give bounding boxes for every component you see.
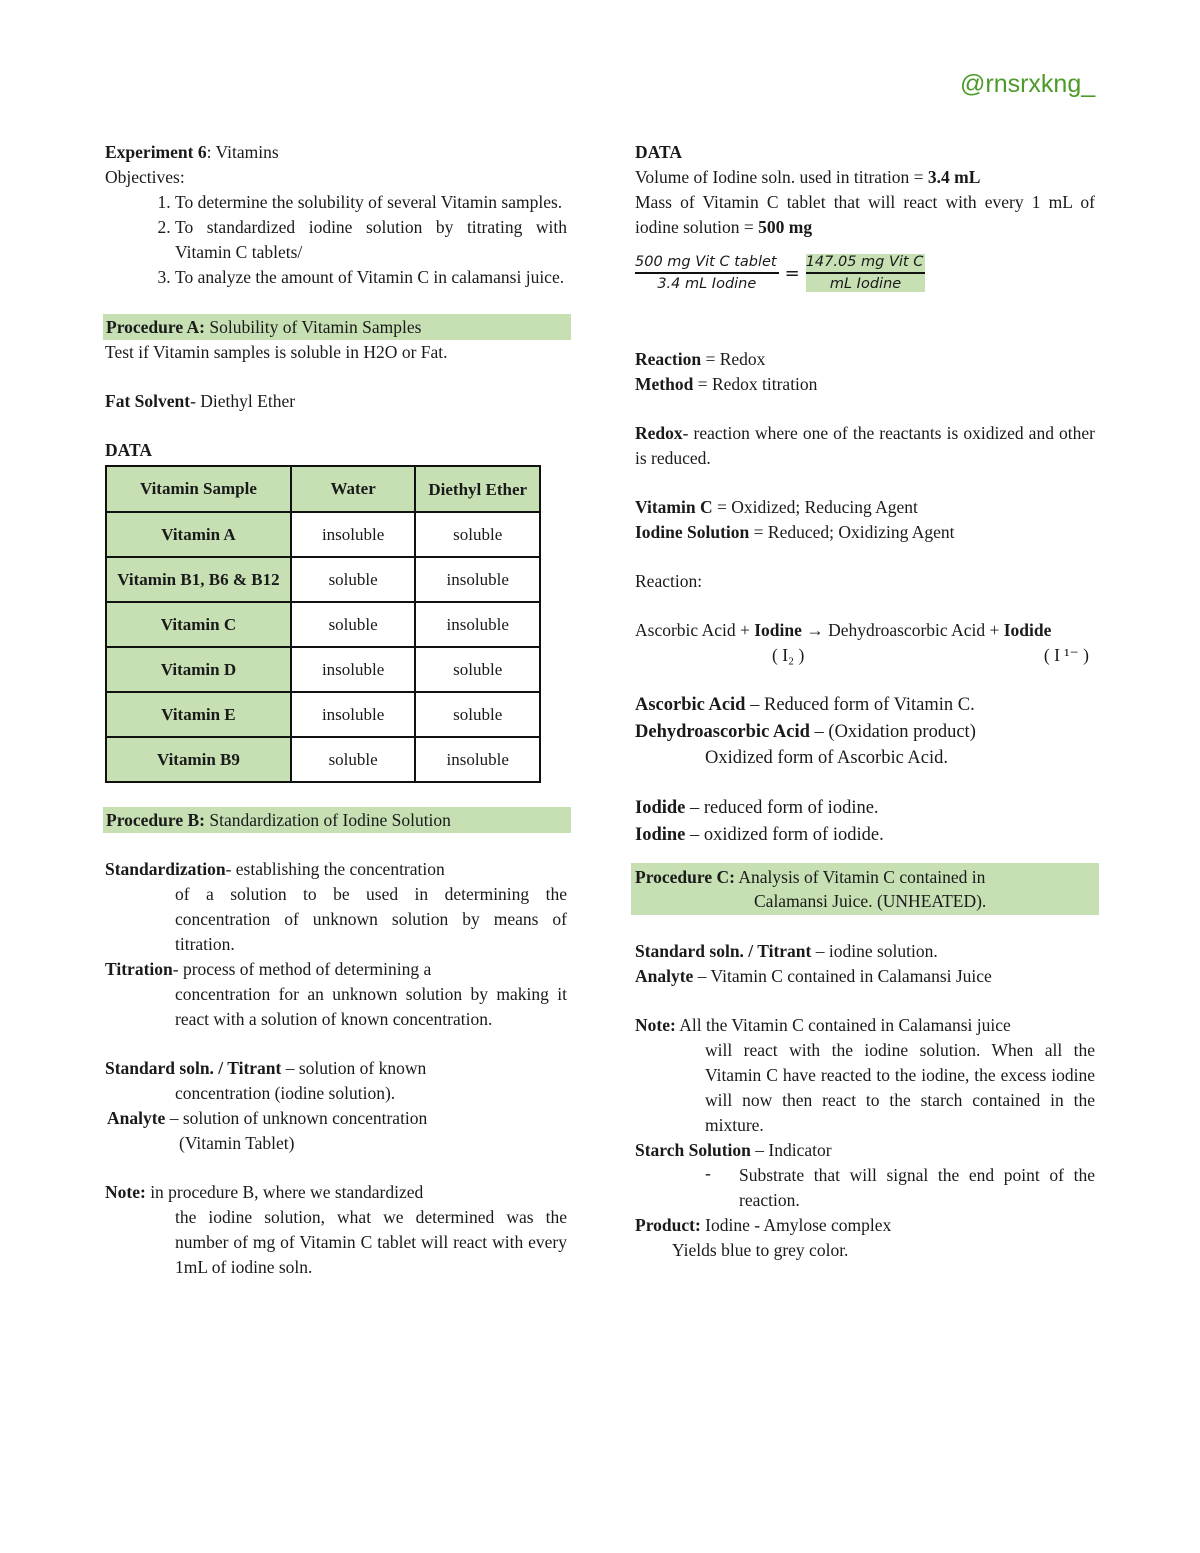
column-header: Water — [291, 466, 416, 512]
objective-item: 2. To standardized iodine solution by titrating with Vitamin C tablets/ — [175, 215, 567, 265]
data-label: DATA — [635, 142, 682, 162]
iodine-formula: ( I₂ ) — [772, 645, 805, 665]
vitamin-c-role: Vitamin C = Oxidized; Reducing Agent — [635, 497, 918, 517]
table-row — [106, 512, 540, 557]
table-row — [106, 557, 540, 602]
fat-solvent: Fat Solvent- Diethyl Ether — [105, 391, 296, 411]
dehydroascorbic-line: Dehydroascorbic Acid – (Oxidation product) — [635, 722, 976, 742]
reaction-label: Reaction: — [635, 571, 703, 591]
vitamin-name-cell: Vitamin C — [106, 602, 291, 647]
standardization-definition: of a solution to be used in determining the concentration of unknown solution by means of titration. — [175, 884, 567, 954]
note-text: will react with the iodine solution. When all the Vitamin C have reacted to the iodine, the excess iodine will now then react to the starch contained in the mixture. — [705, 1040, 1095, 1135]
reaction-line: Reaction = Redox — [635, 349, 766, 369]
mass-line: Mass of Vitamin C tablet that will react with every 1 mL of iodine solution = 500 mg — [635, 192, 1095, 237]
left-column — [105, 140, 567, 1280]
standard-solution-term: Standard soln. / Titrant – solution of known — [105, 1058, 427, 1078]
water-cell: insoluble — [291, 647, 416, 692]
note-text: the iodine solution, what we determined was the number of mg of Vitamin C tablet will react with every 1mL of iodine soln. — [175, 1207, 567, 1277]
objective-item: 3. To analyze the amount of Vitamin C in calamansi juice. — [175, 265, 567, 290]
ascorbic-acid-line: Ascorbic Acid – Reduced form of Vitamin C. — [635, 695, 975, 715]
procedure-a-text: Test if Vitamin samples is soluble in H2O or Fat. — [105, 342, 448, 362]
data-label: DATA — [105, 440, 152, 460]
iodine-solution-role: Iodine Solution = Reduced; Oxidizing Agent — [635, 522, 955, 542]
analyte-term: Analyte – solution of unknown concentration — [107, 1108, 428, 1128]
objectives-label: Objectives: — [105, 167, 185, 187]
ether-cell: insoluble — [415, 602, 540, 647]
equals-sign: = — [784, 262, 800, 284]
analyte-definition: (Vitamin Tablet) — [179, 1133, 295, 1153]
author-handle: @rnsrxkng_ — [960, 70, 1096, 98]
water-cell: soluble — [291, 602, 416, 647]
procedure-c-heading: Procedure C: Analysis of Vitamin C contained in Calamansi Juice. (UNHEATED). — [631, 863, 1099, 915]
ether-cell: soluble — [415, 647, 540, 692]
water-cell: insoluble — [291, 512, 416, 557]
table-row — [106, 602, 540, 647]
product-line: Product: Iodine - Amylose complex — [635, 1215, 892, 1235]
redox-definition: Redox- reaction where one of the reactants is oxidized and other is reduced. — [635, 423, 1095, 468]
table-header-row — [106, 466, 540, 512]
ether-cell: soluble — [415, 692, 540, 737]
iodine-line: Iodine – oxidized form of iodide. — [635, 825, 884, 845]
method-line: Method = Redox titration — [635, 374, 818, 394]
starch-subpoint: - Substrate that will signal the end point of the reaction. — [705, 1163, 1095, 1210]
iodide-line: Iodide – reduced form of iodine. — [635, 798, 879, 818]
objectives-list — [105, 190, 567, 290]
procedure-a-heading: Procedure A: Solubility of Vitamin Samples — [103, 314, 571, 340]
note-term: Note: in procedure B, where we standardized — [105, 1182, 424, 1202]
table-row — [106, 647, 540, 692]
standardization-term: Standardization- establishing the concentration — [105, 859, 445, 879]
calculation-fraction — [635, 254, 925, 292]
titration-term: Titration- process of method of determining a — [105, 959, 432, 979]
starch-solution-line: Starch Solution – Indicator — [635, 1140, 832, 1160]
objective-item: 1. To determine the solubility of several Vitamin samples. — [175, 190, 567, 215]
water-cell: soluble — [291, 737, 416, 782]
right-column — [635, 140, 1095, 1263]
ether-cell: soluble — [415, 512, 540, 557]
vitamin-name-cell: Vitamin E — [106, 692, 291, 737]
water-cell: insoluble — [291, 692, 416, 737]
experiment-title: Experiment 6: Vitamins — [105, 142, 279, 162]
dehydroascorbic-desc: Oxidized form of Ascorbic Acid. — [705, 748, 949, 768]
vitamin-name-cell: Vitamin A — [106, 512, 291, 557]
vitamin-name-cell: Vitamin D — [106, 647, 291, 692]
procedure-b-heading: Procedure B: Standardization of Iodine Solution — [103, 807, 571, 833]
column-header: Vitamin Sample — [106, 466, 291, 512]
standard-solution-line: Standard soln. / Titrant – iodine solution. — [635, 941, 938, 961]
titration-definition: concentration for an unknown solution by making it react with a solution of known concentration. — [175, 984, 567, 1029]
ether-cell: insoluble — [415, 737, 540, 782]
fraction-result: $\frac{\text{147.05 mg Vit C}}{\text{mL Iodine}}$ — [805, 254, 924, 292]
equation-formulas — [635, 643, 1095, 668]
volume-line: Volume of Iodine soln. used in titration = 3.4 mL — [635, 167, 981, 187]
vitamin-name-cell: Vitamin B1, B6 & B12 — [106, 557, 291, 602]
water-cell: soluble — [291, 557, 416, 602]
note-term: Note: All the Vitamin C contained in Calamansi juice — [635, 1015, 1011, 1035]
table-row — [106, 692, 540, 737]
ether-cell: insoluble — [415, 557, 540, 602]
standard-solution-definition: concentration (iodine solution). — [175, 1083, 396, 1103]
column-header: Diethyl Ether — [415, 466, 540, 512]
solubility-table — [105, 465, 541, 783]
product-desc: Yields blue to grey color. — [672, 1240, 849, 1260]
table-row — [106, 737, 540, 782]
analyte-line: Analyte – Vitamin C contained in Calamansi Juice — [635, 966, 992, 986]
reaction-equation: Ascorbic Acid + Iodine → Dehydroascorbic Acid + Iodide — [635, 620, 1052, 640]
fraction-left: $\frac{\text{500 mg Vit C tablet}}{\text{3.4 mL Iodine}}$ — [635, 254, 777, 292]
iodide-formula: ( I ¹⁻ ) — [1043, 645, 1089, 665]
vitamin-name-cell: Vitamin B9 — [106, 737, 291, 782]
